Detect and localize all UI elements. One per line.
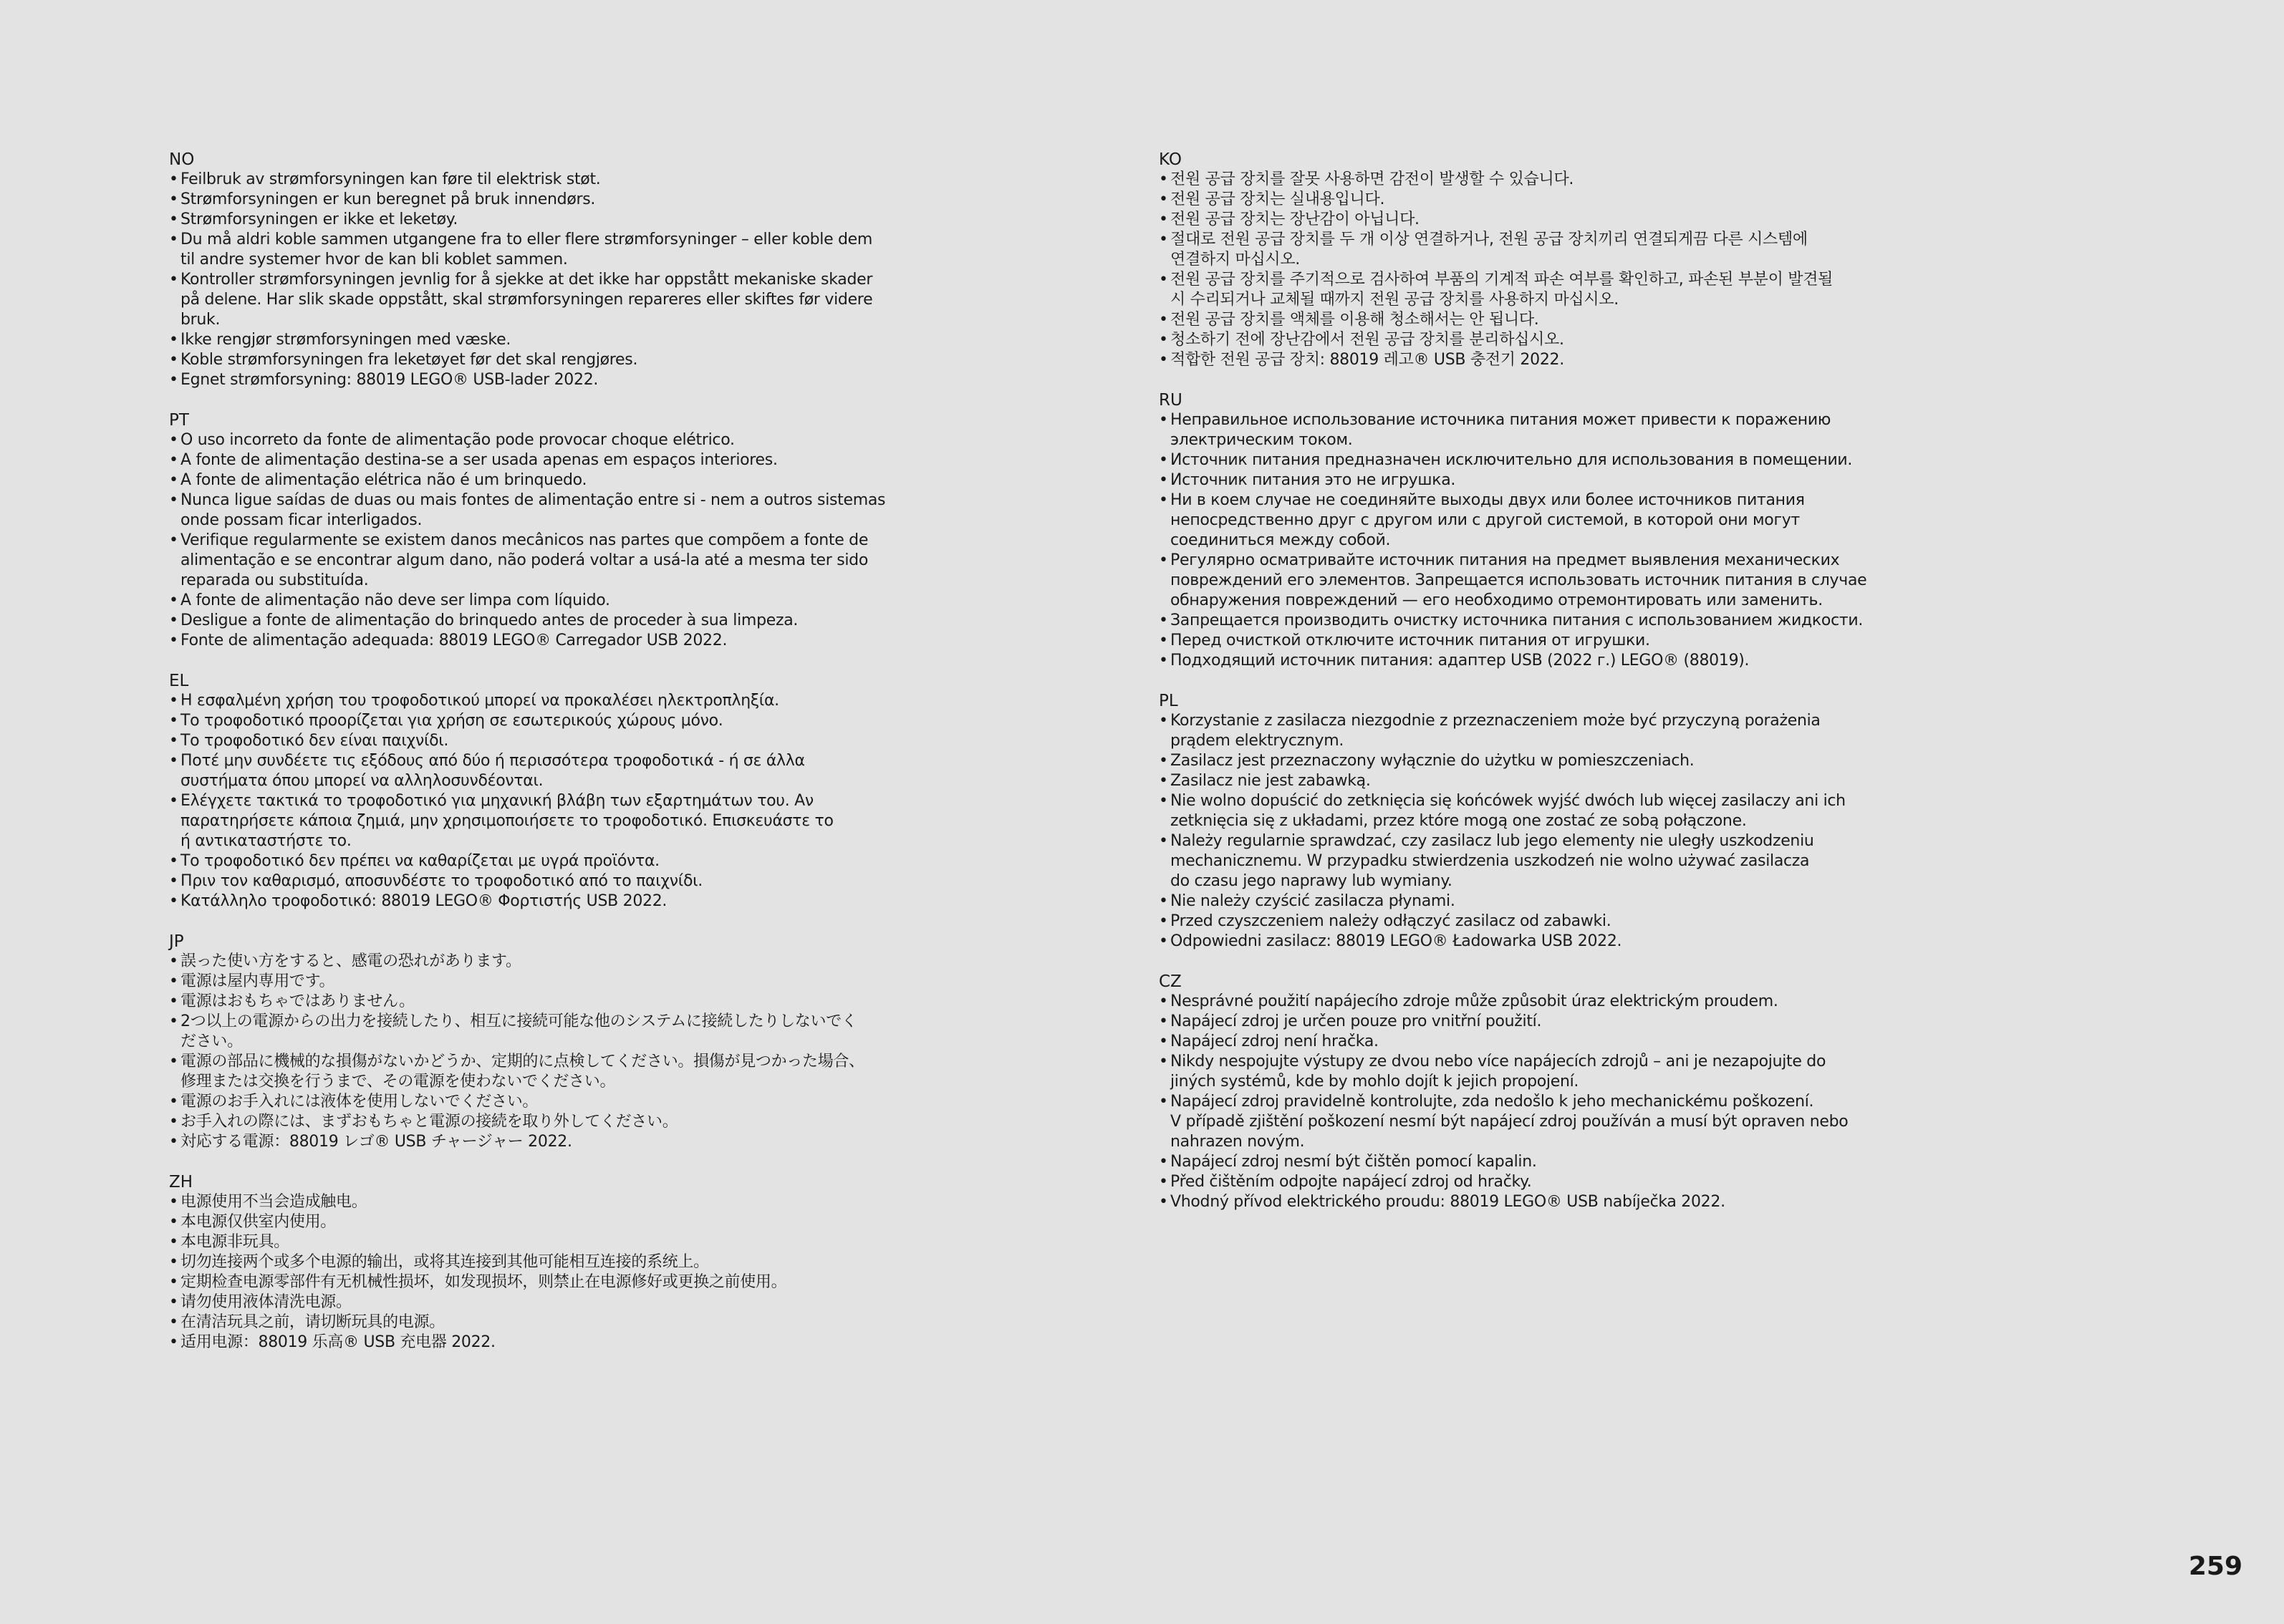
language-code: EL (169, 672, 189, 690)
language-section-zh (169, 1172, 978, 1353)
safety-list (169, 952, 978, 1152)
safety-item: • 전원 공급 장치를 액체를 이용해 청소해서는 안 됩니다. (1159, 310, 1982, 330)
safety-list (1159, 992, 1982, 1212)
safety-item: • 電源は屋内専用です。 (169, 972, 978, 992)
safety-item: • Desligue a fonte de alimentação do brinquedo antes de proceder à sua limpeza. (169, 611, 978, 631)
safety-item: • 本电源仅供室内使用。 (169, 1212, 978, 1232)
safety-item: • 電源はおもちゃではありません。 (169, 992, 978, 1012)
safety-item: • Před čištěním odpojte napájecí zdroj od hračky. (1159, 1172, 1982, 1192)
language-code: NO (169, 150, 195, 169)
safety-list (169, 1192, 978, 1353)
safety-item: • Feilbruk av strømforsyningen kan føre til elektrisk støt. (169, 170, 978, 190)
safety-item: • Ikke rengjør strømforsyningen med væske. (169, 330, 978, 350)
safety-item: • 请勿使用液体清洗电源。 (169, 1292, 978, 1313)
safety-item: • 定期检查电源零部件有无机械性损坏，如发现损坏，则禁止在电源修好或更换之前使用。 (169, 1272, 978, 1292)
language-section-pl (1159, 691, 1982, 952)
safety-item: • Запрещается производить очистку источника питания с использованием жидкости. (1159, 611, 1982, 631)
left-column (169, 150, 978, 1373)
safety-item: • 적합한 전원 공급 장치: 88019 레고® USB 충전기 2022. (1159, 350, 1982, 370)
safety-item: • Przed czyszczeniem należy odłączyć zasilacz od zabawki. (1159, 912, 1982, 932)
page-number: 259 (2188, 1552, 2242, 1581)
safety-item: • Strømforsyningen er kun beregnet på bruk innendørs. (169, 190, 978, 210)
language-section-cz (1159, 972, 1982, 1212)
right-column (1159, 150, 1982, 1232)
safety-list (169, 691, 978, 912)
safety-item: • Nikdy nespojujte výstupy ze dvou nebo více napájecích zdrojů – ani je nezapojujte do jiných systémů, kde by mohlo dojít k jejich propojení. (1159, 1052, 1982, 1092)
language-section-pt (169, 410, 978, 651)
safety-item: • 청소하기 전에 장난감에서 전원 공급 장치를 분리하십시오. (1159, 330, 1982, 350)
safety-item: • Регулярно осматривайте источник питания на предмет выявления механических повреждений его элементов. Запрещается использовать источник питания в случае обнаружения повреждений — его необходимо отремонтировать или заменить. (1159, 551, 1982, 611)
safety-item: • Nie należy czyścić zasilacza płynami. (1159, 891, 1982, 912)
safety-item: • 전원 공급 장치는 장난감이 아닙니다. (1159, 210, 1982, 230)
language-code: JP (169, 932, 184, 951)
safety-list (1159, 410, 1982, 671)
safety-item: • Nie wolno dopuścić do zetknięcia się końcówek wyjść dwóch lub więcej zasilaczy ani ich zetknięcia się z układami, przez które mogą one zostać ze sobą połączone. (1159, 791, 1982, 831)
safety-item: • Napájecí zdroj není hračka. (1159, 1032, 1982, 1052)
safety-item: • A fonte de alimentação elétrica não é um brinquedo. (169, 470, 978, 490)
language-code: RU (1159, 391, 1182, 410)
safety-item: • Zasilacz jest przeznaczony wyłącznie do użytku w pomieszczeniach. (1159, 751, 1982, 771)
safety-item: • Η εσφαλμένη χρήση του τροφοδοτικού μπορεί να προκαλέσει ηλεκτροπληξία. (169, 691, 978, 711)
safety-item: • O uso incorreto da fonte de alimentação pode provocar choque elétrico. (169, 430, 978, 450)
safety-item: • Το τροφοδοτικό δεν πρέπει να καθαρίζεται με υγρά προϊόντα. (169, 851, 978, 871)
safety-item: • A fonte de alimentação destina-se a ser usada apenas em espaços interiores. (169, 450, 978, 470)
language-code: ZH (169, 1173, 193, 1192)
safety-item: • Перед очисткой отключите источник питания от игрушки. (1159, 631, 1982, 651)
safety-item: • 電源の部品に機械的な損傷がないかどうか、定期的に点検してください。損傷が見つかった場合、 修理または交換を行うまで、その電源を使わないでください。 (169, 1052, 978, 1092)
safety-item: • Napájecí zdroj je určen pouze pro vnitřní použití. (1159, 1012, 1982, 1032)
safety-item: • 适用电源：88019 乐高® USB 充电器 2022. (169, 1333, 978, 1353)
safety-item: • Nunca ligue saídas de duas ou mais fontes de alimentação entre si - nem a outros sistemas onde possam ficar interligados. (169, 490, 978, 531)
safety-list (1159, 711, 1982, 952)
safety-item: • 절대로 전원 공급 장치를 두 개 이상 연결하거나, 전원 공급 장치끼리 연결되게끔 다른 시스템에 연결하지 마십시오. (1159, 230, 1982, 270)
safety-item: • 在清洁玩具之前，请切断玩具的电源。 (169, 1313, 978, 1333)
safety-item: • 전원 공급 장치를 주기적으로 검사하여 부품의 기계적 파손 여부를 확인하고, 파손된 부분이 발견될 시 수리되거나 교체될 때까지 전원 공급 장치를 사용하지 마십시오. (1159, 270, 1982, 310)
safety-item: • Verifique regularmente se existem danos mecânicos nas partes que compõem a fonte de alimentação e se encontrar algum dano, não poderá voltar a usá-la até a mesma ter sido reparada ou substituída. (169, 531, 978, 591)
safety-item: • 誤った使い方をすると、感電の恐れがあります。 (169, 952, 978, 972)
safety-item: • お手入れの際には、まずおもちゃと電源の接続を取り外してください。 (169, 1112, 978, 1132)
safety-item: • Koble strømforsyningen fra leketøyet før det skal rengjøres. (169, 350, 978, 370)
safety-item: • Ελέγχετε τακτικά το τροφοδοτικό για μηχανική βλάβη των εξαρτημάτων του. Αν παρατηρήσετε κάποια ζημιά, μην χρησιμοποιήσετε το τροφοδοτικό. Επισκευάστε το ή αντικαταστήστε το. (169, 791, 978, 851)
language-section-ko (1159, 150, 1982, 370)
safety-item: • Należy regularnie sprawdzać, czy zasilacz lub jego elementy nie uległy uszkodzeniu mechanicznemu. W przypadku stwierdzenia uszkodzeń nie wolno używać zasilacza do czasu jego naprawy lub wymiany. (1159, 831, 1982, 891)
safety-item: • Неправильное использование источника питания может привести к поражению электрическим током. (1159, 410, 1982, 450)
language-section-jp (169, 932, 978, 1152)
safety-item: • 전원 공급 장치는 실내용입니다. (1159, 190, 1982, 210)
safety-item: • Το τροφοδοτικό προορίζεται για χρήση σε εσωτερικούς χώρους μόνο. (169, 711, 978, 731)
safety-item: • 対応する電源：88019 レゴ® USB チャージャー 2022. (169, 1132, 978, 1152)
safety-item: • Strømforsyningen er ikke et leketøy. (169, 210, 978, 230)
language-code: PL (1159, 692, 1178, 710)
safety-item: • Πριν τον καθαρισμό, αποσυνδέστε το τροφοδοτικό από το παιχνίδι. (169, 871, 978, 891)
safety-item: • Ни в коем случае не соединяйте выходы двух или более источников питания непосредственно друг с другом или с другой системой, в которой они могут соединиться между собой. (1159, 490, 1982, 551)
safety-item: • 2つ以上の電源からの出力を接続したり、相互に接続可能な他のシステムに接続したりしないでく ださい。 (169, 1012, 978, 1052)
safety-item: • 电源使用不当会造成触电。 (169, 1192, 978, 1212)
safety-item: • Egnet strømforsyning: 88019 LEGO® USB-lader 2022. (169, 370, 978, 390)
safety-item: • Vhodný přívod elektrického proudu: 88019 LEGO® USB nabíječka 2022. (1159, 1192, 1982, 1212)
language-section-ru (1159, 390, 1982, 671)
safety-item: • 本电源非玩具。 (169, 1232, 978, 1252)
language-code: CZ (1159, 972, 1182, 991)
safety-item: • Korzystanie z zasilacza niezgodnie z przeznaczeniem może być przyczyną porażenia prądem elektrycznym. (1159, 711, 1982, 751)
safety-item: • Napájecí zdroj pravidelně kontrolujte, zda nedošlo k jeho mechanickému poškození. V případě zjištění poškození nesmí být napájecí zdroj používán a musí být opraven nebo nahrazen novým. (1159, 1092, 1982, 1152)
safety-item: • 전원 공급 장치를 잘못 사용하면 감전이 발생할 수 있습니다. (1159, 170, 1982, 190)
safety-item: • Fonte de alimentação adequada: 88019 LEGO® Carregador USB 2022. (169, 631, 978, 651)
safety-list (1159, 170, 1982, 370)
safety-item: • Источник питания это не игрушка. (1159, 470, 1982, 490)
safety-item: • Odpowiedni zasilacz: 88019 LEGO® Ładowarka USB 2022. (1159, 932, 1982, 952)
safety-item: • Κατάλληλο τροφοδοτικό: 88019 LEGO® Φορτιστής USB 2022. (169, 891, 978, 912)
language-section-el (169, 671, 978, 912)
safety-list (169, 430, 978, 651)
language-code: KO (1159, 150, 1182, 169)
safety-item: • A fonte de alimentação não deve ser limpa com líquido. (169, 591, 978, 611)
safety-item: • Kontroller strømforsyningen jevnlig for å sjekke at det ikke har oppstått mekaniske skader på delene. Har slik skade oppstått, skal strømforsyningen repareres eller skiftes før videre bruk. (169, 270, 978, 330)
safety-item: • 切勿连接两个或多个电源的输出，或将其连接到其他可能相互连接的系统上。 (169, 1252, 978, 1272)
safety-list (169, 170, 978, 390)
safety-item: • Источник питания предназначен исключительно для использования в помещении. (1159, 450, 1982, 470)
safety-item: • 電源のお手入れには液体を使用しないでください。 (169, 1092, 978, 1112)
safety-item: • Napájecí zdroj nesmí být čištěn pomocí kapalin. (1159, 1152, 1982, 1172)
safety-item: • Nesprávné použití napájecího zdroje může způsobit úraz elektrickým proudem. (1159, 992, 1982, 1012)
language-code: PT (169, 411, 189, 430)
safety-item: • Το τροφοδοτικό δεν είναι παιχνίδι. (169, 731, 978, 751)
safety-item: • Подходящий источник питания: адаптер USB (2022 г.) LEGO® (88019). (1159, 651, 1982, 671)
safety-item: • Zasilacz nie jest zabawką. (1159, 771, 1982, 791)
safety-item: • Ποτέ μην συνδέετε τις εξόδους από δύο ή περισσότερα τροφοδοτικά - ή σε άλλα συστήματα όπου μπορεί να αλληλοσυνδέονται. (169, 751, 978, 791)
language-section-no (169, 150, 978, 390)
safety-item: • Du må aldri koble sammen utgangene fra to eller flere strømforsyninger – eller koble dem til andre systemer hvor de kan bli koblet sammen. (169, 230, 978, 270)
